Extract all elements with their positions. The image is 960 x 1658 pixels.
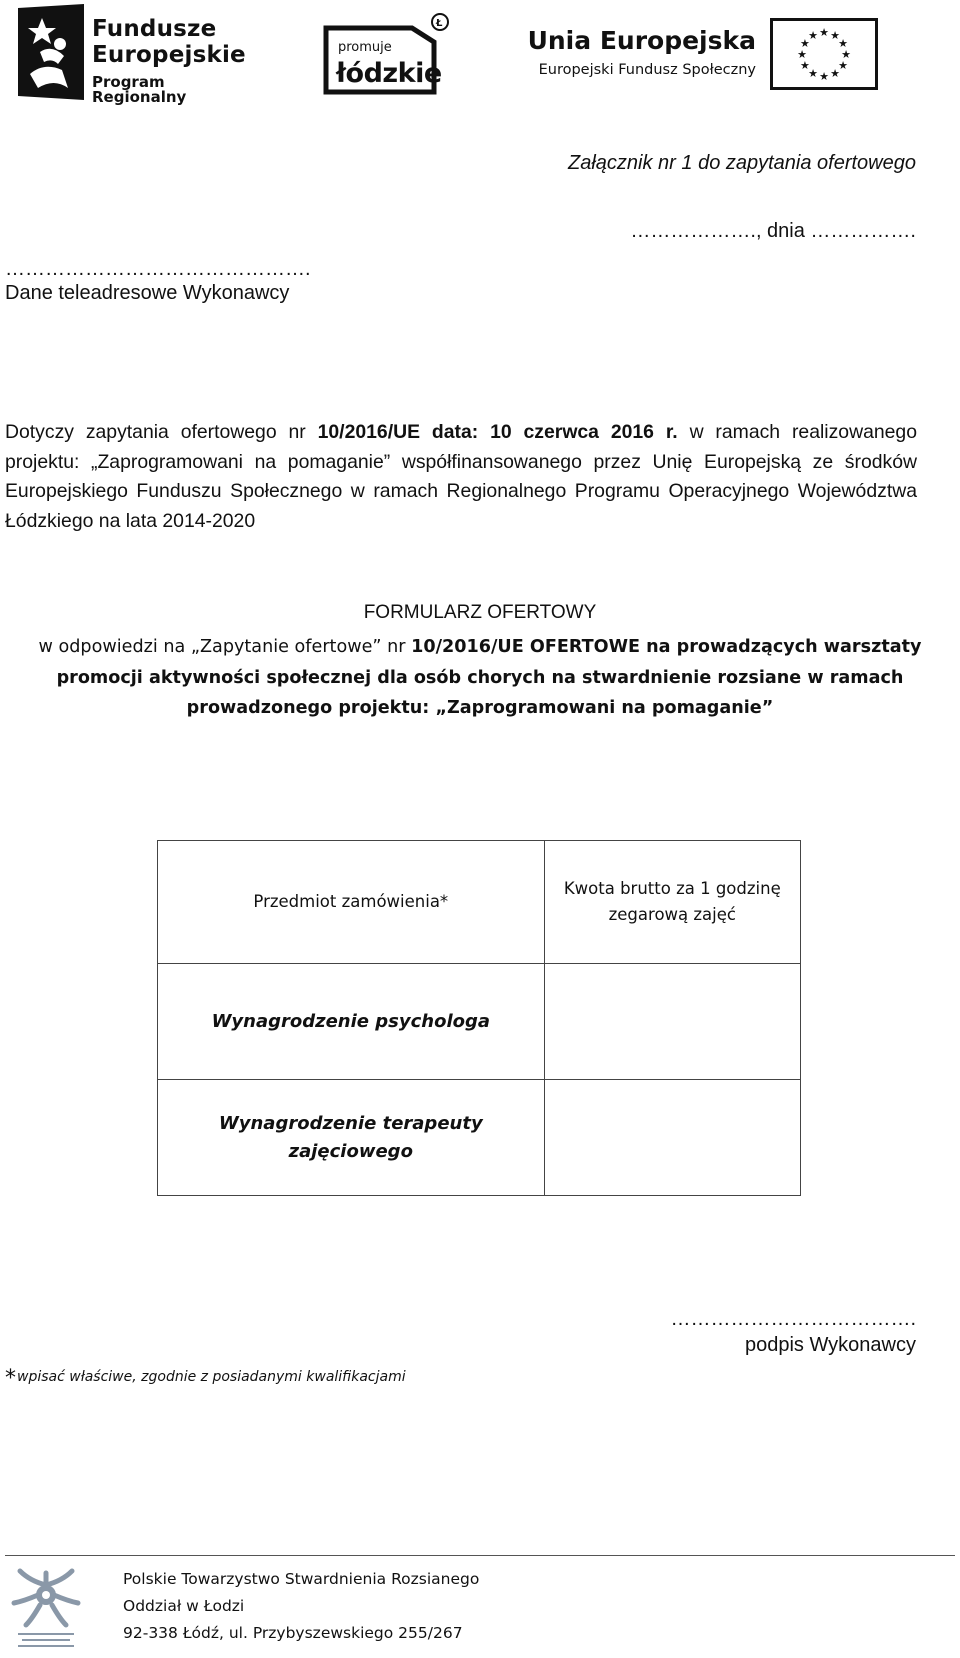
table-header-item: Przedmiot zamówienia* bbox=[158, 841, 545, 964]
form-desc-prefix: w odpowiedzi na „Zapytanie ofertowe” nr bbox=[38, 637, 412, 657]
place-date-field: ………………., dnia ……………. bbox=[630, 220, 916, 242]
table-row bbox=[158, 1080, 801, 1196]
signature-label: podpis Wykonawcy bbox=[744, 1334, 916, 1356]
fe-line3: Program Regionalny bbox=[92, 73, 187, 106]
unia-europejska-logo bbox=[524, 18, 884, 98]
footer-line1: Polskie Towarzystwo Stwardnienia Rozsianego bbox=[123, 1570, 480, 1588]
ue-title: Unia Europejska bbox=[527, 26, 756, 55]
footnote-star: * bbox=[5, 1366, 16, 1391]
eu-star-icon: ★ bbox=[830, 28, 840, 42]
signature-dots: ………………………………. bbox=[670, 1308, 916, 1330]
attachment-label: Załącznik nr 1 do zapytania ofertowego bbox=[568, 152, 916, 174]
eu-star-icon: ★ bbox=[799, 59, 810, 72]
table-header-amount: Kwota brutto za 1 godzinę zegarową zajęć bbox=[544, 841, 800, 964]
logo-bar bbox=[0, 0, 960, 110]
eu-flag-icon bbox=[770, 18, 878, 90]
promuje-lodzkie-logo bbox=[322, 12, 457, 96]
table-cell-amount[interactable] bbox=[544, 1080, 800, 1196]
eu-star-icon: ★ bbox=[819, 70, 829, 83]
eu-star-icon: ★ bbox=[819, 26, 829, 39]
form-title: FORMULARZ OFERTOWY bbox=[363, 602, 597, 623]
table-header-row bbox=[158, 841, 801, 964]
eu-star-icon: ★ bbox=[797, 48, 807, 61]
svg-text:Ł: Ł bbox=[436, 18, 443, 29]
intro-rest: w ramach realizowanego projektu: „Zaprogramowani na pomaganie” współfinansowanego przez Unię Europejską ze środków Europejskiego Funduszu Społecznego w ramach Regionalnego Programu Operacyjnego Województwa Łódzkiego na lata 2014-2020 bbox=[5, 421, 917, 532]
table-cell-item-text: Wynagrodzenie terapeuty zajęciowego bbox=[218, 1112, 483, 1162]
footer-line3: 92-338 Łódź, ul. Przybyszewskiego 255/267 bbox=[123, 1624, 463, 1642]
ptsr-logo-icon bbox=[8, 1563, 84, 1655]
fe-line2: Europejskie bbox=[92, 42, 246, 68]
footer-divider bbox=[5, 1555, 955, 1556]
eu-star-icon: ★ bbox=[841, 48, 851, 61]
intro-number-date: 10/2016/UE data: 10 czerwca 2016 r. bbox=[317, 421, 678, 443]
footer-address bbox=[123, 1566, 479, 1647]
eu-star-icon: ★ bbox=[838, 37, 849, 50]
form-desc-bold: 10/2016/UE OFERTOWE na prowadzących warsztaty promocji aktywności społecznej dla osób chorych na stwardnienie rozsiane w ramach prowadzonego projektu: „Zaprogramowani na pomaganie” bbox=[56, 637, 922, 718]
ue-subtitle: Europejski Fundusz Społeczny bbox=[538, 62, 756, 78]
eu-star-icon: ★ bbox=[830, 67, 840, 81]
intro-paragraph bbox=[5, 418, 917, 536]
table-cell-amount[interactable] bbox=[544, 964, 800, 1080]
lodzkie-name-text: łódzkie bbox=[336, 58, 442, 89]
fe-wordmark bbox=[92, 18, 263, 105]
contractor-dots: ………………………………………. bbox=[5, 258, 311, 280]
footnote bbox=[5, 1366, 406, 1391]
footer-line2: Oddział w Łodzi bbox=[123, 1597, 245, 1615]
offer-table bbox=[157, 840, 801, 1196]
contractor-label: Dane teleadresowe Wykonawcy bbox=[5, 282, 290, 304]
eu-star-icon: ★ bbox=[799, 37, 810, 50]
footnote-text: wpisać właściwe, zgodnie z posiadanymi kwalifikacjami bbox=[17, 1369, 406, 1385]
eu-star-icon: ★ bbox=[838, 59, 849, 72]
table-cell-item bbox=[158, 1080, 545, 1196]
intro-prefix: Dotyczy zapytania ofertowego nr bbox=[5, 421, 318, 443]
fe-star-mark-icon bbox=[18, 4, 86, 100]
fe-line1: Fundusze bbox=[92, 16, 217, 42]
form-description bbox=[20, 632, 940, 724]
fundusze-europejskie-logo bbox=[18, 4, 263, 104]
eu-star-icon: ★ bbox=[808, 28, 818, 42]
table-row bbox=[158, 964, 801, 1080]
table-cell-item: Wynagrodzenie psychologa bbox=[158, 964, 545, 1080]
lodzkie-promuje-text: promuje bbox=[338, 40, 392, 55]
eu-star-icon: ★ bbox=[808, 67, 818, 81]
